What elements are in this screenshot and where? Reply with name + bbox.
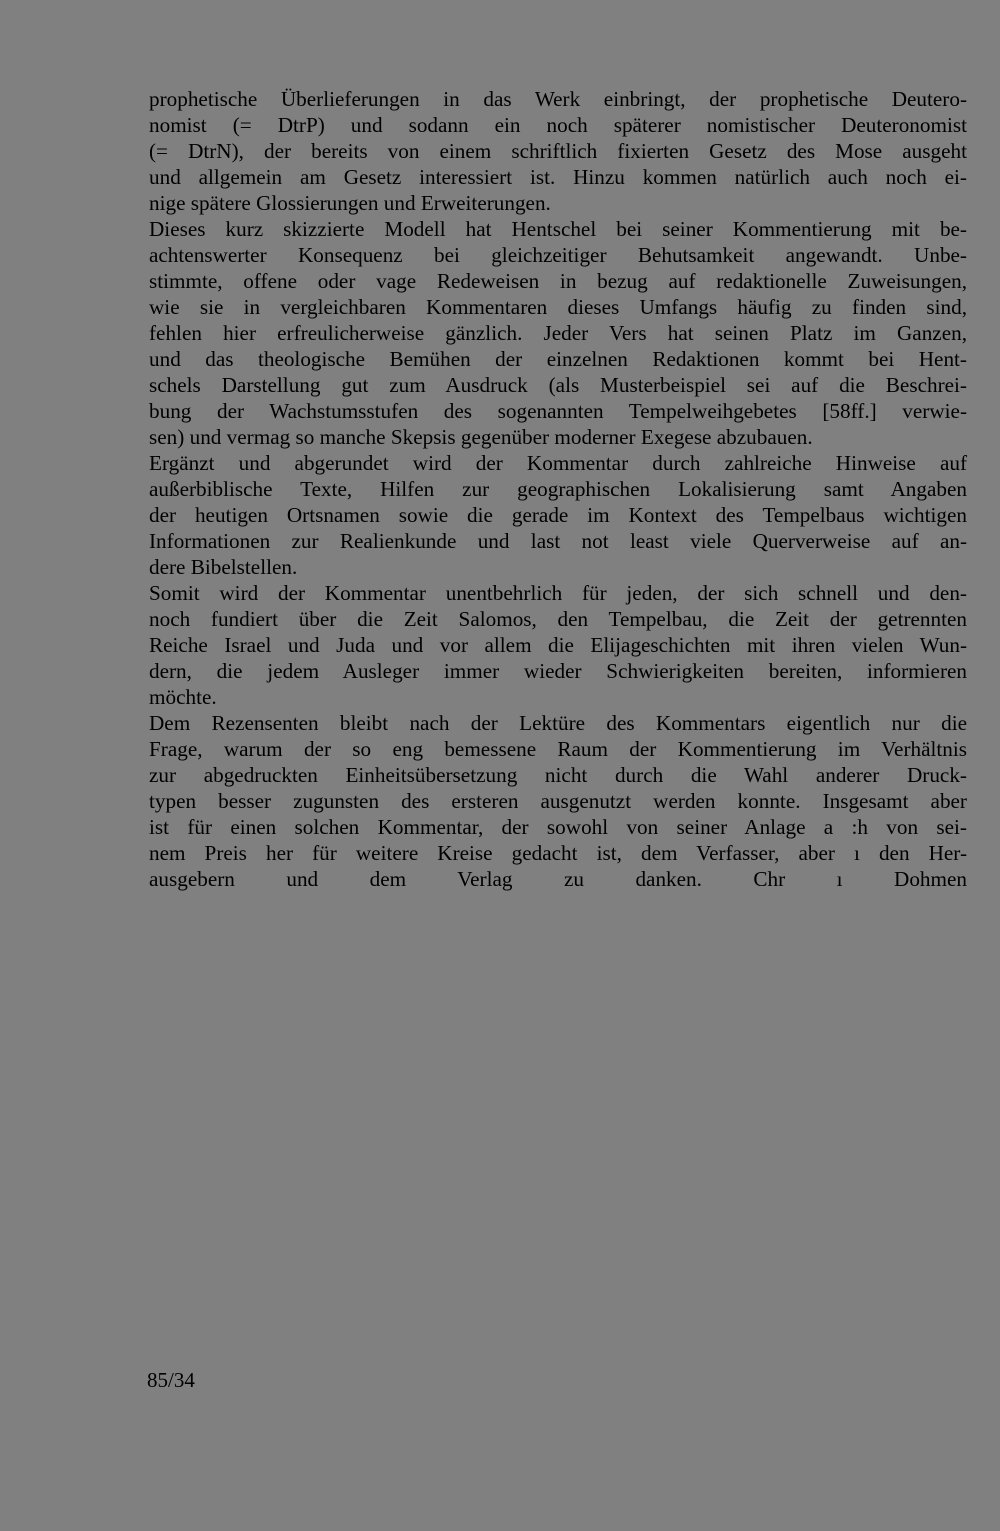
text-line: ist für einen solchen Kommentar, der sowohl von seiner Anlage a :h von sei- <box>149 815 967 839</box>
text-line: nomist (= DtrP) und sodann ein noch späterer nomistischer Deuteronomist <box>149 113 967 137</box>
text-line: möchte. <box>149 685 217 709</box>
text-line: nem Preis her für weitere Kreise gedacht ist, dem Verfasser, aber ı den Her- <box>149 841 967 865</box>
page-folio-number: 85/34 <box>147 1368 195 1392</box>
text-line: fehlen hier erfreulicherweise gänzlich. Jeder Vers hat seinen Platz im Ganzen, <box>149 321 967 345</box>
text-line: Dieses kurz skizzierte Modell hat Hentschel bei seiner Kommentierung mit be- <box>149 217 967 241</box>
text-line: bung der Wachstumsstufen des sogenannten Tempelweihgebetes [58ff.] verwie- <box>149 399 967 423</box>
text-line: noch fundiert über die Zeit Salomos, den Tempelbau, die Zeit der getrennten <box>149 607 967 631</box>
review-body-text <box>149 86 967 892</box>
text-line: Frage, warum der so eng bemessene Raum der Kommentierung im Verhältnis <box>149 737 967 761</box>
text-line: Informationen zur Realienkunde und last not least viele Querverweise auf an- <box>149 529 967 553</box>
text-line: dern, die jedem Ausleger immer wieder Schwierigkeiten bereiten, informieren <box>149 659 967 683</box>
text-line: wie sie in vergleichbaren Kommentaren dieses Umfangs häufig zu finden sind, <box>149 295 967 319</box>
text-line: typen besser zugunsten des ersteren ausgenutzt werden konnte. Insgesamt aber <box>149 789 967 813</box>
text-line: Reiche Israel und Juda und vor allem die Elijageschichten mit ihren vielen Wun- <box>149 633 967 657</box>
text-line: Dem Rezensenten bleibt nach der Lektüre des Kommentars eigentlich nur die <box>149 711 967 735</box>
text-line: stimmte, offene oder vage Redeweisen in bezug auf redaktionelle Zuweisungen, <box>149 269 967 293</box>
text-line: schels Darstellung gut zum Ausdruck (als Musterbeispiel sei auf die Beschrei- <box>149 373 967 397</box>
text-line: und allgemein am Gesetz interessiert ist. Hinzu kommen natürlich auch noch ei- <box>149 165 967 189</box>
text-line: zur abgedruckten Einheitsübersetzung nicht durch die Wahl anderer Druck- <box>149 763 967 787</box>
text-line: (= DtrN), der bereits von einem schriftlich fixierten Gesetz des Mose ausgeht <box>149 139 967 163</box>
signature-line: ausgebern und dem Verlag zu danken. Chr ı Dohmen <box>149 867 967 891</box>
text-line: prophetische Überlieferungen in das Werk einbringt, der prophetische Deutero- <box>149 87 967 111</box>
text-line: dere Bibelstellen. <box>149 555 298 579</box>
text-line: sen) und vermag so manche Skepsis gegenüber moderner Exegese abzubauen. <box>149 425 813 449</box>
text-line: Ergänzt und abgerundet wird der Kommentar durch zahlreiche Hinweise auf <box>149 451 967 475</box>
text-line: der heutigen Ortsnamen sowie die gerade im Kontext des Tempelbaus wichtigen <box>149 503 967 527</box>
text-line: außerbiblische Texte, Hilfen zur geographischen Lokalisierung samt Angaben <box>149 477 967 501</box>
text-line: Somit wird der Kommentar unentbehrlich für jeden, der sich schnell und den- <box>149 581 967 605</box>
text-line: und das theologische Bemühen der einzelnen Redaktionen kommt bei Hent- <box>149 347 967 371</box>
text-line: nige spätere Glossierungen und Erweiterungen. <box>149 191 551 215</box>
text-line: achtenswerter Konsequenz bei gleichzeitiger Behutsamkeit angewandt. Unbe- <box>149 243 967 267</box>
